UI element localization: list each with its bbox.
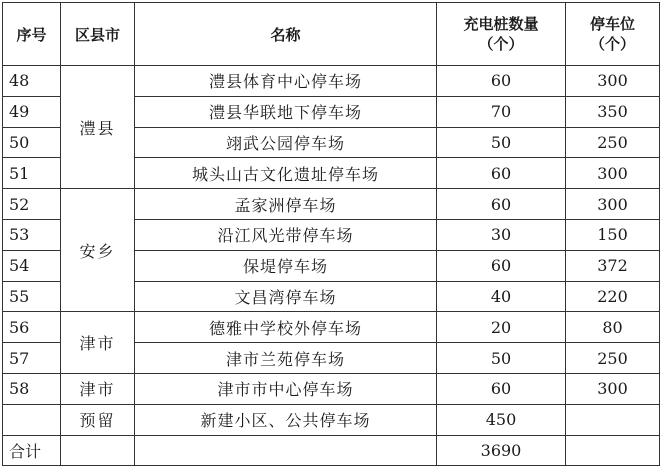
piles-cell: 60 bbox=[437, 189, 566, 220]
seq-cell: 56 bbox=[3, 312, 61, 343]
district-cell: 澧县 bbox=[61, 66, 135, 189]
spaces-cell: 250 bbox=[566, 127, 660, 158]
district-cell: 安乡 bbox=[61, 189, 135, 312]
name-cell: 澧县体育中心停车场 bbox=[135, 66, 437, 97]
seq-cell: 51 bbox=[3, 158, 61, 189]
table-row bbox=[3, 189, 660, 220]
name-cell: 翊武公园停车场 bbox=[135, 127, 437, 158]
name-cell: 城头山古文化遗址停车场 bbox=[135, 158, 437, 189]
piles-cell: 40 bbox=[437, 281, 566, 312]
name-cell: 沿江风光带停车场 bbox=[135, 219, 437, 250]
piles-cell: 50 bbox=[437, 343, 566, 374]
spaces-cell: 300 bbox=[566, 158, 660, 189]
total-spaces-empty bbox=[566, 435, 660, 466]
header-name: 名称 bbox=[135, 3, 437, 66]
total-label: 合计 bbox=[3, 435, 61, 466]
total-piles: 3690 bbox=[437, 435, 566, 466]
piles-cell: 70 bbox=[437, 96, 566, 127]
table-body bbox=[3, 66, 660, 466]
spaces-cell: 80 bbox=[566, 312, 660, 343]
header-row bbox=[3, 3, 660, 66]
seq-cell: 58 bbox=[3, 373, 61, 404]
seq-cell: 54 bbox=[3, 250, 61, 281]
header-piles bbox=[437, 3, 566, 66]
header-spaces-line2: （个） bbox=[589, 35, 635, 53]
piles-cell: 60 bbox=[437, 158, 566, 189]
spaces-cell: 350 bbox=[566, 96, 660, 127]
seq-cell: 53 bbox=[3, 219, 61, 250]
name-cell: 津市兰苑停车场 bbox=[135, 343, 437, 374]
seq-cell bbox=[3, 404, 61, 435]
spaces-cell: 300 bbox=[566, 189, 660, 220]
total-name-empty bbox=[135, 435, 437, 466]
total-row bbox=[3, 435, 660, 466]
seq-cell: 49 bbox=[3, 96, 61, 127]
spaces-cell bbox=[566, 404, 660, 435]
spaces-cell: 300 bbox=[566, 373, 660, 404]
seq-cell: 55 bbox=[3, 281, 61, 312]
header-piles-line2: （个） bbox=[478, 35, 524, 53]
spaces-cell: 250 bbox=[566, 343, 660, 374]
table-row bbox=[3, 66, 660, 97]
name-cell: 津市市中心停车场 bbox=[135, 373, 437, 404]
header-seq: 序号 bbox=[3, 3, 61, 66]
header-district: 区县市 bbox=[61, 3, 135, 66]
name-cell: 新建小区、公共停车场 bbox=[135, 404, 437, 435]
district-cell: 津市 bbox=[61, 312, 135, 374]
total-district-empty bbox=[61, 435, 135, 466]
name-cell: 文昌湾停车场 bbox=[135, 281, 437, 312]
name-cell: 德雅中学校外停车场 bbox=[135, 312, 437, 343]
name-cell: 孟家洲停车场 bbox=[135, 189, 437, 220]
spaces-cell: 220 bbox=[566, 281, 660, 312]
table-row bbox=[3, 373, 660, 404]
spaces-cell: 372 bbox=[566, 250, 660, 281]
piles-cell: 30 bbox=[437, 219, 566, 250]
seq-cell: 52 bbox=[3, 189, 61, 220]
piles-cell: 450 bbox=[437, 404, 566, 435]
header-spaces bbox=[566, 3, 660, 66]
piles-cell: 60 bbox=[437, 373, 566, 404]
spaces-cell: 150 bbox=[566, 219, 660, 250]
district-cell: 预留 bbox=[61, 404, 135, 435]
piles-cell: 20 bbox=[437, 312, 566, 343]
name-cell: 保堤停车场 bbox=[135, 250, 437, 281]
piles-cell: 60 bbox=[437, 66, 566, 97]
seq-cell: 48 bbox=[3, 66, 61, 97]
seq-cell: 57 bbox=[3, 343, 61, 374]
district-cell: 津市 bbox=[61, 373, 135, 404]
seq-cell: 50 bbox=[3, 127, 61, 158]
piles-cell: 60 bbox=[437, 250, 566, 281]
table-row bbox=[3, 404, 660, 435]
spaces-cell: 300 bbox=[566, 66, 660, 97]
table-row bbox=[3, 312, 660, 343]
header-piles-line1: 充电桩数量 bbox=[463, 15, 539, 33]
name-cell: 澧县华联地下停车场 bbox=[135, 96, 437, 127]
piles-cell: 50 bbox=[437, 127, 566, 158]
charging-pile-table bbox=[2, 2, 660, 466]
header-spaces-line1: 停车位 bbox=[589, 15, 635, 33]
